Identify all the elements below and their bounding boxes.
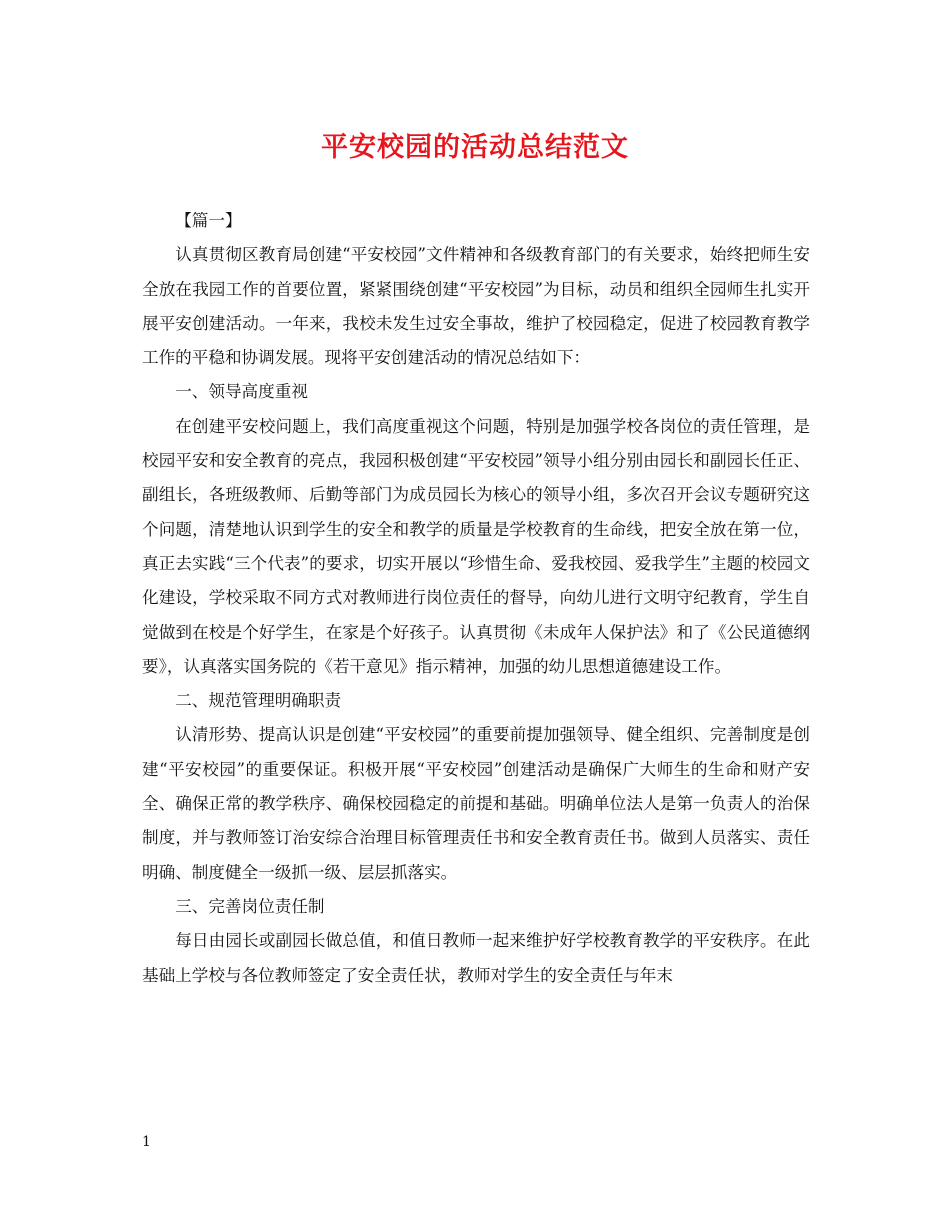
section-marker: 【篇一】 (175, 211, 242, 230)
section-3-paragraph: 每日由园长或副园长做总值，和值日教师一起来维护好学校教育教学的平安秩序。在此基础上学校与各位教师签定了安全责任状，教师对学生的安全责任与年末 (142, 931, 810, 985)
section-heading-2: 二、规范管理明确职责 (175, 691, 342, 711)
section-heading-1: 一、领导高度重视 (175, 382, 308, 402)
page-number: 1 (142, 1134, 151, 1150)
section-heading-3: 三、完善岗位责任制 (175, 896, 325, 916)
document-title: 平安校园的活动总结范文 (321, 132, 629, 163)
section-1-paragraph: 在创建平安校问题上，我们高度重视这个问题，特别是加强学校各岗位的责任管理，是校园平安和安全教育的亮点，我园积极创建“平安校园”领导小组分别由园长和副园长任正、副组长，各班级教师、后勤等部门为成员园长为核心的领导小组，多次召开会议专题研究这个问题，清楚地认识到学生的安全和教学的质量是学校教育的生命线，把安全放在第一位，真正去实践“三个代表”的要求，切实开展以“珍惜生命、爱我校园、爱我学生”主题的校园文化建设，学校采取不同方式对教师进行岗位责任的督导，向幼儿进行文明守纪教育，学生自觉做到在校是个好学生，在家是个好孩子。认真贯彻《未成年人保护法》和了《公民道德纲要》，认真落实国务院的《若干意见》指示精神，加强的幼儿思想道德建设工作。 (142, 416, 810, 676)
document-body (142, 204, 810, 993)
section-2-paragraph: 认清形势、提高认识是创建“平安校园”的重要前提加强领导、健全组织、完善制度是创建“平安校园”的重要保证。积极开展“平安校园”创建活动是确保广大师生的生命和财产安全、确保正常的教学秩序、确保校园稳定的前提和基础。明确单位法人是第一负责人的治保制度，并与教师签订治安综合治理目标管理责任书和安全教育责任书。做到人员落实、责任明确、制度健全一级抓一级、层层抓落实。 (142, 725, 810, 882)
intro-paragraph: 认真贯彻区教育局创建“平安校园”文件精神和各级教育部门的有关要求，始终把师生安全放在我园工作的首要位置，紧紧围绕创建“平安校园”为目标，动员和组织全园师生扎实开展平安创建活动。一年来，我校未发生过安全事故，维护了校园稳定，促进了校园教育教学工作的平稳和协调发展。现将平安创建活动的情况总结如下： (142, 245, 810, 368)
